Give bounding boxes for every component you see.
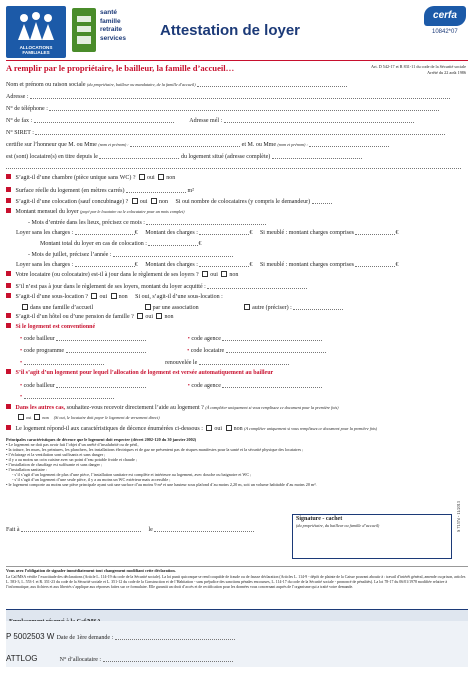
- tenancy-label: est (sont) locataire(s) en titre depuis le: [6, 154, 98, 160]
- tenancy-address-field[interactable]: [272, 152, 362, 159]
- other-checkbox[interactable]: [244, 304, 250, 310]
- tenancy-date-field[interactable]: [99, 152, 179, 159]
- renewal-row: • renouvelée le: [20, 358, 468, 368]
- total-coloc-label: Montant total du loyer en cas de colocation :: [40, 241, 147, 247]
- room-row: [6, 174, 468, 184]
- direct-no-checkbox[interactable]: [34, 414, 40, 420]
- programme-code-label: code programme: [23, 348, 65, 354]
- decency-item: • l’installation sanitaire :: [6, 467, 48, 472]
- charges-field[interactable]: [199, 228, 249, 235]
- yes-label: oui: [147, 175, 155, 181]
- tenancy-address-field-2[interactable]: [6, 162, 461, 169]
- yes-label: oui: [139, 199, 148, 205]
- decency-item: • Le logement ne doit pas avoir fait l’objet d’un arrêté d’insalubrité ou de péril,: [6, 442, 139, 447]
- assoc-checkbox[interactable]: [145, 304, 151, 310]
- page-title: Attestation de loyer: [160, 22, 301, 39]
- msa-logo: [72, 8, 96, 52]
- rent-excl-2-row: Loyer sans les charges : € Montant des charges : € Si meublé : montant charges comprises €: [16, 262, 399, 268]
- other-cases-row: [6, 404, 468, 414]
- surface-unit: m²: [187, 188, 194, 194]
- conventioned-label: Si le logement est conventionné: [15, 324, 96, 330]
- msa-line: services: [100, 34, 127, 42]
- siret-label: N° SIRET :: [6, 130, 34, 136]
- decency-item: • la toiture, les murs, les peintures, les planchers, les installations électriques et de gaz ne présentent pas de risques manifestes pour la santé et la sécurité physique des locataires ;: [6, 447, 304, 452]
- msa-line: famille: [100, 17, 121, 25]
- programme-code-field[interactable]: [66, 346, 146, 353]
- furnished-2-field[interactable]: [355, 260, 395, 267]
- yes-label: oui: [26, 415, 32, 420]
- siret-field[interactable]: [35, 128, 445, 135]
- certify-label: certifie sur l’honneur que M. ou Mme: [6, 142, 97, 148]
- hotel-no-checkbox[interactable]: [156, 313, 162, 319]
- decency-row: [6, 425, 468, 435]
- alloc-number-field[interactable]: [103, 655, 233, 662]
- apl-codes-row: • code bailleur • code agence: [20, 381, 468, 391]
- up-to-date-yes-checkbox[interactable]: [202, 271, 208, 277]
- cerfa-number: 10842*07: [432, 29, 458, 35]
- phone-row: [6, 104, 468, 114]
- up-to-date-row: [6, 271, 468, 281]
- msa-line: retraite: [100, 26, 123, 33]
- apl-codes-row-2: •: [20, 392, 468, 402]
- convention-number-field[interactable]: [24, 358, 104, 365]
- coloc-label: S’agit-il d’une colocation (sauf concubinage) ?: [15, 199, 129, 205]
- tenancy-address-label: du logement situé (adresse complète): [180, 154, 271, 160]
- bullet-icon: [6, 323, 11, 328]
- msa-line: santé: [100, 9, 117, 16]
- other-field[interactable]: [293, 303, 343, 310]
- address-row: [6, 92, 468, 102]
- hotel-row: [6, 313, 468, 323]
- no-label: non: [118, 294, 128, 300]
- agence-code-label: code agence: [191, 336, 221, 342]
- tenancy-row: [6, 152, 468, 162]
- bullet-icon: [6, 174, 11, 179]
- total-coloc-row: Montant total du loyer en cas de colocation : €: [40, 241, 202, 247]
- decency-item: • il y a au moins un coin cuisine avec un point d’eau potable froide et chaude ;: [6, 457, 138, 462]
- july-label: - Mois de juillet, précisez l’année :: [28, 252, 112, 258]
- p-code-row: [6, 632, 468, 642]
- decency-no-checkbox[interactable]: [226, 425, 232, 431]
- arrete-reference: Arrêté du 22 août 1986: [427, 70, 466, 75]
- room-yes-checkbox[interactable]: [139, 174, 145, 180]
- signature-box[interactable]: [292, 514, 452, 559]
- rent-excl-field[interactable]: [75, 228, 135, 235]
- name-note: (du propriétaire, bailleur ou mandataire, de la famille d’accueil): [86, 82, 196, 87]
- decency-yes-checkbox[interactable]: [206, 425, 212, 431]
- codes-row-1: • code bailleur • code agence: [20, 334, 468, 344]
- rent-excl-2-field[interactable]: [75, 260, 135, 267]
- phone-label: N° de téléphone :: [6, 106, 48, 112]
- bullet-icon: [6, 425, 11, 430]
- rent-excl-row: Loyer sans les charges : € Montant des charges : € Si meublé : montant charges comprises €: [16, 230, 399, 236]
- first-request-field[interactable]: [115, 633, 235, 640]
- bullet-icon: [6, 187, 11, 192]
- signature-place-row: [6, 525, 286, 535]
- entry-month-label: - Mois d’entrée dans les lieux, précisez ce mois :: [28, 220, 145, 226]
- reserved-header: [6, 609, 468, 621]
- obligation-text: Vous avez l’obligation de signaler immédiatement tout changement modifiant cette déclaration.: [6, 568, 176, 573]
- alloc-number-label: N° d’allocataire :: [59, 657, 102, 663]
- email-field[interactable]: [224, 116, 414, 123]
- sublet-yes-checkbox[interactable]: [91, 293, 97, 299]
- phone-field[interactable]: [49, 104, 439, 111]
- unpaid-label: S’il n’est pas à jour dans le règlement de ses loyers, montant du loyer acquitté :: [15, 284, 206, 290]
- bullet-icon: [6, 208, 11, 213]
- host-family-checkbox[interactable]: [22, 304, 28, 310]
- decency-block: [6, 437, 446, 511]
- sublet-row: [6, 293, 468, 303]
- certify-note: (nom et prénom) :: [98, 142, 129, 147]
- apl-extra-field[interactable]: [24, 392, 114, 399]
- attlog-row: [6, 654, 468, 664]
- decency-item: - s’il s’agit d’un logement de plus d’une pièce, l’installation sanitaire est complète et intérieure au logement, avec douche ou baignoire et WC ;: [12, 472, 252, 477]
- address-label: Adresse :: [6, 94, 29, 100]
- rent-row: [6, 208, 468, 218]
- furnished-field[interactable]: [355, 228, 395, 235]
- coloc-yes-checkbox[interactable]: [132, 198, 138, 204]
- sublet-label: S’agit-il d’une sous-location ?: [15, 294, 88, 300]
- sublet-options-row: [20, 303, 468, 313]
- yes-label: oui: [99, 294, 108, 300]
- first-request-label: Date de 1ère demande :: [56, 635, 114, 641]
- tenant-2-field[interactable]: [309, 140, 389, 147]
- charges-label: Montant des charges :: [145, 230, 198, 236]
- caf-logo: [6, 6, 66, 58]
- sublet-which-label: Si oui, s’agit-il d’une sous-location :: [135, 294, 223, 300]
- no-label: non: [164, 314, 174, 320]
- codes-row-2: • code programme • code locataire: [20, 346, 468, 356]
- signature-box-title: Signature - cachet: [296, 516, 343, 522]
- bullet-icon: [6, 313, 11, 318]
- bullet-icon: [6, 283, 11, 288]
- other-label: autre (préciser) :: [252, 305, 292, 311]
- email-label: Adresse mél :: [189, 118, 223, 124]
- surface-field[interactable]: [126, 186, 186, 193]
- entry-month-field[interactable]: [146, 218, 266, 225]
- total-coloc-field[interactable]: [148, 239, 198, 246]
- bullet-icon: [6, 271, 11, 276]
- room-no-checkbox[interactable]: [158, 174, 164, 180]
- address-field[interactable]: [30, 92, 450, 99]
- and-note: (nom et prénom) :: [277, 142, 308, 147]
- side-code: S 7157d - 11/2013: [456, 501, 461, 532]
- other-cases-note-2: (Si oui, le locataire doit payer le logement de versement direct): [53, 415, 160, 420]
- up-to-date-label: Votre locataire (ou colocataire) est-il à jour dans le règlement de ses loyers ?: [15, 272, 199, 278]
- other-cases-note: (À compléter uniquement si vous remplissez ce document pour la première fois): [205, 405, 339, 410]
- name-field[interactable]: [197, 80, 347, 87]
- coloc-row: [6, 197, 468, 207]
- bullet-icon: [6, 198, 11, 203]
- yes-label: oui: [210, 272, 218, 278]
- decency-item: • l’éclairage et la ventilation sont suffisants et sans danger ;: [6, 452, 106, 457]
- siret-row: [6, 128, 468, 138]
- decency-title: Principales caractéristiques de décence que le logement doit respecter (décret 2002-120 du 30 janvier 2002): [6, 437, 197, 442]
- surface-row: [6, 186, 468, 196]
- july-row: [28, 250, 468, 260]
- no-label: non: [166, 175, 176, 181]
- no-label: non: [158, 199, 168, 205]
- cerfa-label: cerfa: [433, 10, 457, 21]
- locataire-code-label: code locataire: [190, 348, 225, 354]
- charges-2-field[interactable]: [199, 260, 249, 267]
- locataire-code-field[interactable]: [226, 346, 326, 353]
- unpaid-field[interactable]: [207, 282, 307, 289]
- bailleur-code-field[interactable]: [56, 334, 146, 341]
- cerfa-logo: [424, 6, 466, 26]
- room-label: S’agit-il d’une chambre (pièce unique sans WC) ?: [15, 175, 136, 181]
- legal-reference: Art. D 542-17 et R 831-11 du code de la Sécurité sociale: [371, 64, 466, 69]
- fax-label: N° de fax :: [6, 118, 33, 124]
- rent-excl-label: Loyer sans les charges :: [16, 230, 74, 236]
- charges-2-label: Montant des charges :: [145, 262, 198, 268]
- apl-row: [6, 369, 468, 379]
- yes-label: oui: [145, 314, 153, 320]
- name-label: Nom et prénom ou raison sociale: [6, 82, 86, 88]
- coloc-no-checkbox[interactable]: [151, 198, 157, 204]
- rent-note: (payé par le locataire ou le colocataire pour un mois complet): [80, 209, 185, 214]
- intro-heading: A remplir par le propriétaire, le bailleur, la famille d’accueil…: [6, 63, 235, 73]
- other-cases-label: Dans les autres cas,: [15, 405, 66, 411]
- certify-row: [6, 140, 468, 150]
- apl-label: S’il s’agit d’un logement pour lequel l’allocation de logement est versée automatiquement au bailleur: [15, 370, 274, 376]
- tenant-1-field[interactable]: [130, 140, 240, 147]
- hotel-label: S’agit-il d’un hôtel ou d’une pension de famille ?: [15, 314, 134, 320]
- decency-item: - s’il s’agit d’un logement d’une seule pièce, il y a au moins un WC extérieur mais accessible ;: [12, 477, 171, 482]
- coloc-count-field[interactable]: [312, 197, 332, 204]
- coloc-count-label: Si oui nombre de colocataires (y compris le demandeur): [175, 199, 311, 205]
- up-to-date-no-checkbox[interactable]: [221, 271, 227, 277]
- made-at-field[interactable]: [21, 525, 141, 532]
- decency-label: Le logement répond-il aux caractéristiques de décence énumérées ci-dessous :: [15, 426, 203, 432]
- fax-field[interactable]: [34, 116, 174, 123]
- apl-agence-field[interactable]: [222, 381, 322, 388]
- sublet-no-checkbox[interactable]: [111, 293, 117, 299]
- apl-bailleur-field[interactable]: [56, 381, 146, 388]
- bullet-icon: [6, 404, 11, 409]
- date-field[interactable]: [154, 525, 254, 532]
- agence-code-field[interactable]: [222, 334, 322, 341]
- july-field[interactable]: [113, 250, 233, 257]
- bailleur-code-label: code bailleur: [23, 336, 55, 342]
- conventioned-row: [6, 323, 468, 333]
- unpaid-row: [6, 282, 468, 292]
- bullet-icon: [6, 369, 11, 374]
- date-label: le: [148, 527, 153, 533]
- bullet-icon: [6, 293, 11, 298]
- msa-mark-icon: [72, 8, 96, 52]
- assoc-label: par une association: [152, 305, 199, 311]
- caf-logo-text: ALLOCATIONS FAMILIALES: [19, 45, 53, 55]
- other-cases-text: souhaitez-vous recevoir directement l’aide au logement ?: [66, 405, 204, 411]
- entry-month-row: [28, 218, 468, 228]
- address-cont-row: [6, 162, 468, 172]
- made-at-label: Fait à: [6, 527, 20, 533]
- furnished-label: Si meublé : montant charges comprises: [259, 230, 354, 236]
- caf-figures-icon: [6, 6, 66, 46]
- attlog: ATTLOG: [6, 654, 38, 663]
- no-label: non: [42, 415, 49, 420]
- legal-text: La Caf/MSA vérifie l’exactitude des déclarations (Article L. 114-19 du code de la Sécurité sociale). La loi punit quiconque se rend coupable de fraude ou de fausse déclaration (Articles L. 114-9 - dépôt de plainte de la Caisse pouvant aboutir à : travail d’intérêt général, amende ou prison, articles L. 583-3, L. 553-1 et R. 351-23 du code de la Sécurité sociale et L. 351-12 du code de la Construction et de l’Habitation - sans préjudice des sanctions pénales encourues, L. 114-17 du code de la Sécurité sociale - prononcé de pénalités). La loi 78-17 du 06/01/1978 modifiée relative à l’informatique, aux fichiers et aux libertés s’applique aux réponses faites sur ce formulaire. Elle garantit un droit d’accès et de rectification pour les données vous concernant auprès de l’organisme qui a traité votre demande.: [6, 575, 466, 589]
- rent-label: Montant mensuel du loyer: [15, 209, 79, 215]
- decency-item: • le logement comporte au moins une pièce principale ayant soit une surface d’au moins 9 m² et une hauteur sous plafond d’au moins 2,20 m, soit un volume habitable d’au moins 20 m³.: [6, 482, 317, 487]
- footer-divider: [6, 566, 468, 567]
- apl-agence-label: code agence: [191, 383, 221, 389]
- no-label: non: [233, 426, 243, 432]
- renewed-field[interactable]: [199, 358, 289, 365]
- hotel-yes-checkbox[interactable]: [137, 313, 143, 319]
- surface-label: Surface réelle du logement (en mètres carrés): [15, 188, 125, 194]
- fax-row: [6, 116, 468, 126]
- and-label: et M. ou Mme: [241, 142, 277, 148]
- renewed-label: renouvelée le: [165, 360, 198, 366]
- msa-lines: [100, 9, 126, 43]
- rent-excl-2-label: Loyer sans les charges :: [16, 262, 74, 268]
- direct-yes-checkbox[interactable]: [18, 414, 24, 420]
- yes-label: oui: [214, 426, 223, 432]
- furnished-2-label: Si meublé : montant charges comprises: [259, 262, 354, 268]
- decency-note: (A compléter uniquement si vous remplissez ce document pour la première fois): [244, 426, 378, 431]
- header-divider: [6, 60, 468, 61]
- decency-item: • l’installation de chauffage est suffisante et sans danger ;: [6, 462, 103, 467]
- signature-box-note: (du propriétaire, du bailleur ou famille d’accueil): [296, 523, 380, 528]
- p-code: P 5002503 W: [6, 632, 55, 641]
- host-family-label: dans une famille d’accueil: [30, 305, 94, 311]
- name-row: [6, 80, 468, 90]
- other-cases-answers: [16, 414, 468, 424]
- no-label: non: [229, 272, 239, 278]
- apl-bailleur-label: code bailleur: [23, 383, 55, 389]
